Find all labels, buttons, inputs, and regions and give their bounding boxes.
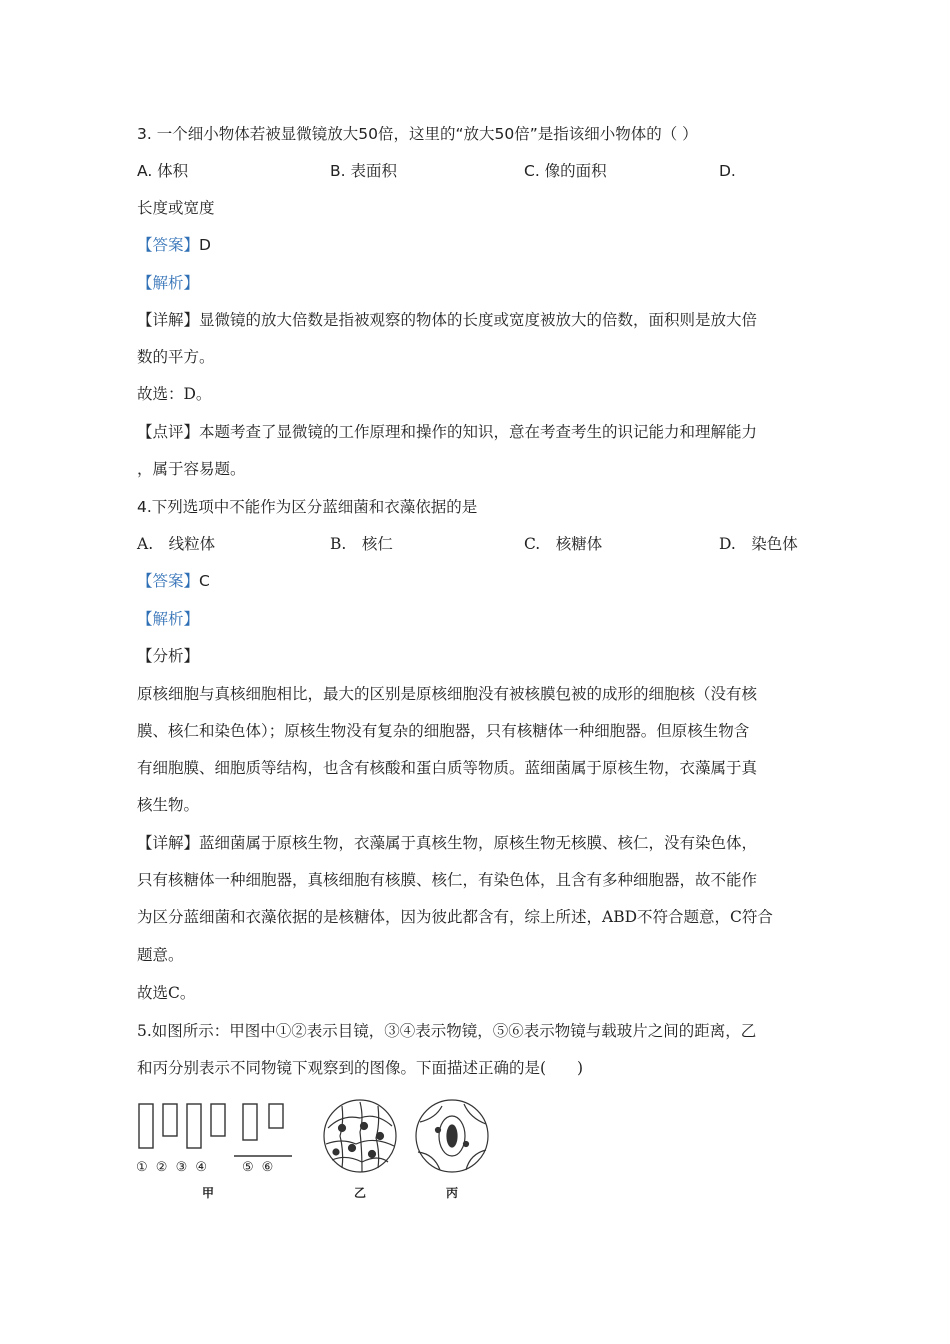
q3-option-d: D. xyxy=(719,162,736,180)
q3-option-c: C. 像的面积 xyxy=(524,162,607,180)
q4-detail-line: 【详解】蓝细菌属于原核生物，衣藻属于真核生物，原核生物无核膜、核仁，没有染色体， xyxy=(137,834,758,852)
q5-stem-line: 和丙分别表示不同物镜下观察到的图像。下面描述正确的是( ) xyxy=(137,1059,584,1077)
q3-comment-line: 【点评】本题考查了显微镜的工作原理和操作的知识，意在考查考生的识记能力和理解能力 xyxy=(137,423,758,441)
q5-stem-line: 5.如图所示：甲图中①②表示目镜，③④表示物镜，⑤⑥表示物镜与载玻片之间的距离，乙 xyxy=(137,1022,757,1040)
q3-detail-line: 【详解】显微镜的放大倍数是指被观察的物体的长度或宽度被放大的倍数，面积则是放大倍 xyxy=(137,311,758,329)
q3-stem: 3. 一个细小物体若被显微镜放大50倍，这里的“放大50倍”是指该细小物体的（ ） xyxy=(137,125,698,143)
q4-option-b: B. 核仁 xyxy=(330,535,393,553)
q4-answer xyxy=(137,571,210,591)
view-bing xyxy=(416,1100,488,1172)
q4-analysis-line: 核生物。 xyxy=(137,796,200,814)
q3-answer xyxy=(137,235,211,255)
answer-value: C xyxy=(199,572,210,590)
label-jia: 甲 xyxy=(202,1186,215,1200)
lens-1 xyxy=(139,1104,153,1148)
q4-stem: 4.下列选项中不能作为区分蓝细菌和衣藻依据的是 xyxy=(137,498,478,516)
q4-detail-line: 只有核糖体一种细胞器，真核细胞有核膜、核仁，有染色体，且含有多种细胞器，故不能作 xyxy=(137,871,758,889)
q3-conclusion: 故选：D。 xyxy=(137,385,212,403)
q4-option-c: C. 核糖体 xyxy=(524,535,603,553)
q4-conclusion: 故选C。 xyxy=(137,984,196,1002)
q4-option-d: D. 染色体 xyxy=(719,535,798,553)
num-4: ④ xyxy=(195,1160,210,1175)
view-yi xyxy=(324,1100,396,1172)
q4-analysis-line: 膜、核仁和染色体）；原核生物没有复杂的细胞器，只有核糖体一种细胞器。但原核生物含 xyxy=(137,722,750,740)
q4-detail-line: 题意。 xyxy=(137,946,184,964)
q3-comment-line: ，属于容易题。 xyxy=(137,460,246,478)
q4-analysis-line: 原核细胞与真核细胞相比，最大的区别是原核细胞没有被核膜包被的成形的细胞核（没有核 xyxy=(137,685,758,703)
label-yi: 乙 xyxy=(354,1186,367,1200)
num-1: ① xyxy=(136,1160,150,1175)
q3-analysis-tag: 【解析】 xyxy=(137,274,200,292)
num-2: ② xyxy=(155,1160,170,1175)
num-5: ⑤ xyxy=(242,1160,262,1175)
q4-analysis-line: 有细胞膜、细胞质等结构，也含有核酸和蛋白质等物质。蓝细菌属于原核生物，衣藻属于真 xyxy=(137,759,758,777)
microscope-figure xyxy=(130,1092,510,1212)
answer-tag: 【答案】 xyxy=(137,572,200,590)
q3-option-d-text: 长度或宽度 xyxy=(137,199,215,217)
q4-analysis-tag: 【解析】 xyxy=(137,610,200,628)
lens-numbers xyxy=(136,1160,209,1175)
answer-tag: 【答案】 xyxy=(137,236,200,254)
q4-detail-line: 为区分蓝细菌和衣藻依据的是核糖体，因为彼此都含有，综上所述，ABD不符合题意，C符合 xyxy=(137,908,773,926)
lens-2 xyxy=(163,1104,177,1136)
num-6: ⑥ xyxy=(261,1160,282,1175)
q4-option-a: A. 线粒体 xyxy=(137,535,216,553)
lens-3 xyxy=(187,1104,201,1148)
label-bing: 丙 xyxy=(446,1186,459,1200)
lens-4 xyxy=(211,1104,225,1136)
num-3: ③ xyxy=(175,1160,190,1175)
answer-value: D xyxy=(199,236,211,254)
q3-detail-line: 数的平方。 xyxy=(137,348,215,366)
lens-6 xyxy=(269,1104,283,1128)
distance-numbers xyxy=(242,1160,281,1175)
lens-5 xyxy=(243,1104,257,1140)
q3-option-a: A. 体积 xyxy=(137,162,189,180)
q4-analysis-head: 【分析】 xyxy=(137,647,200,665)
q3-option-b: B. 表面积 xyxy=(330,162,397,180)
